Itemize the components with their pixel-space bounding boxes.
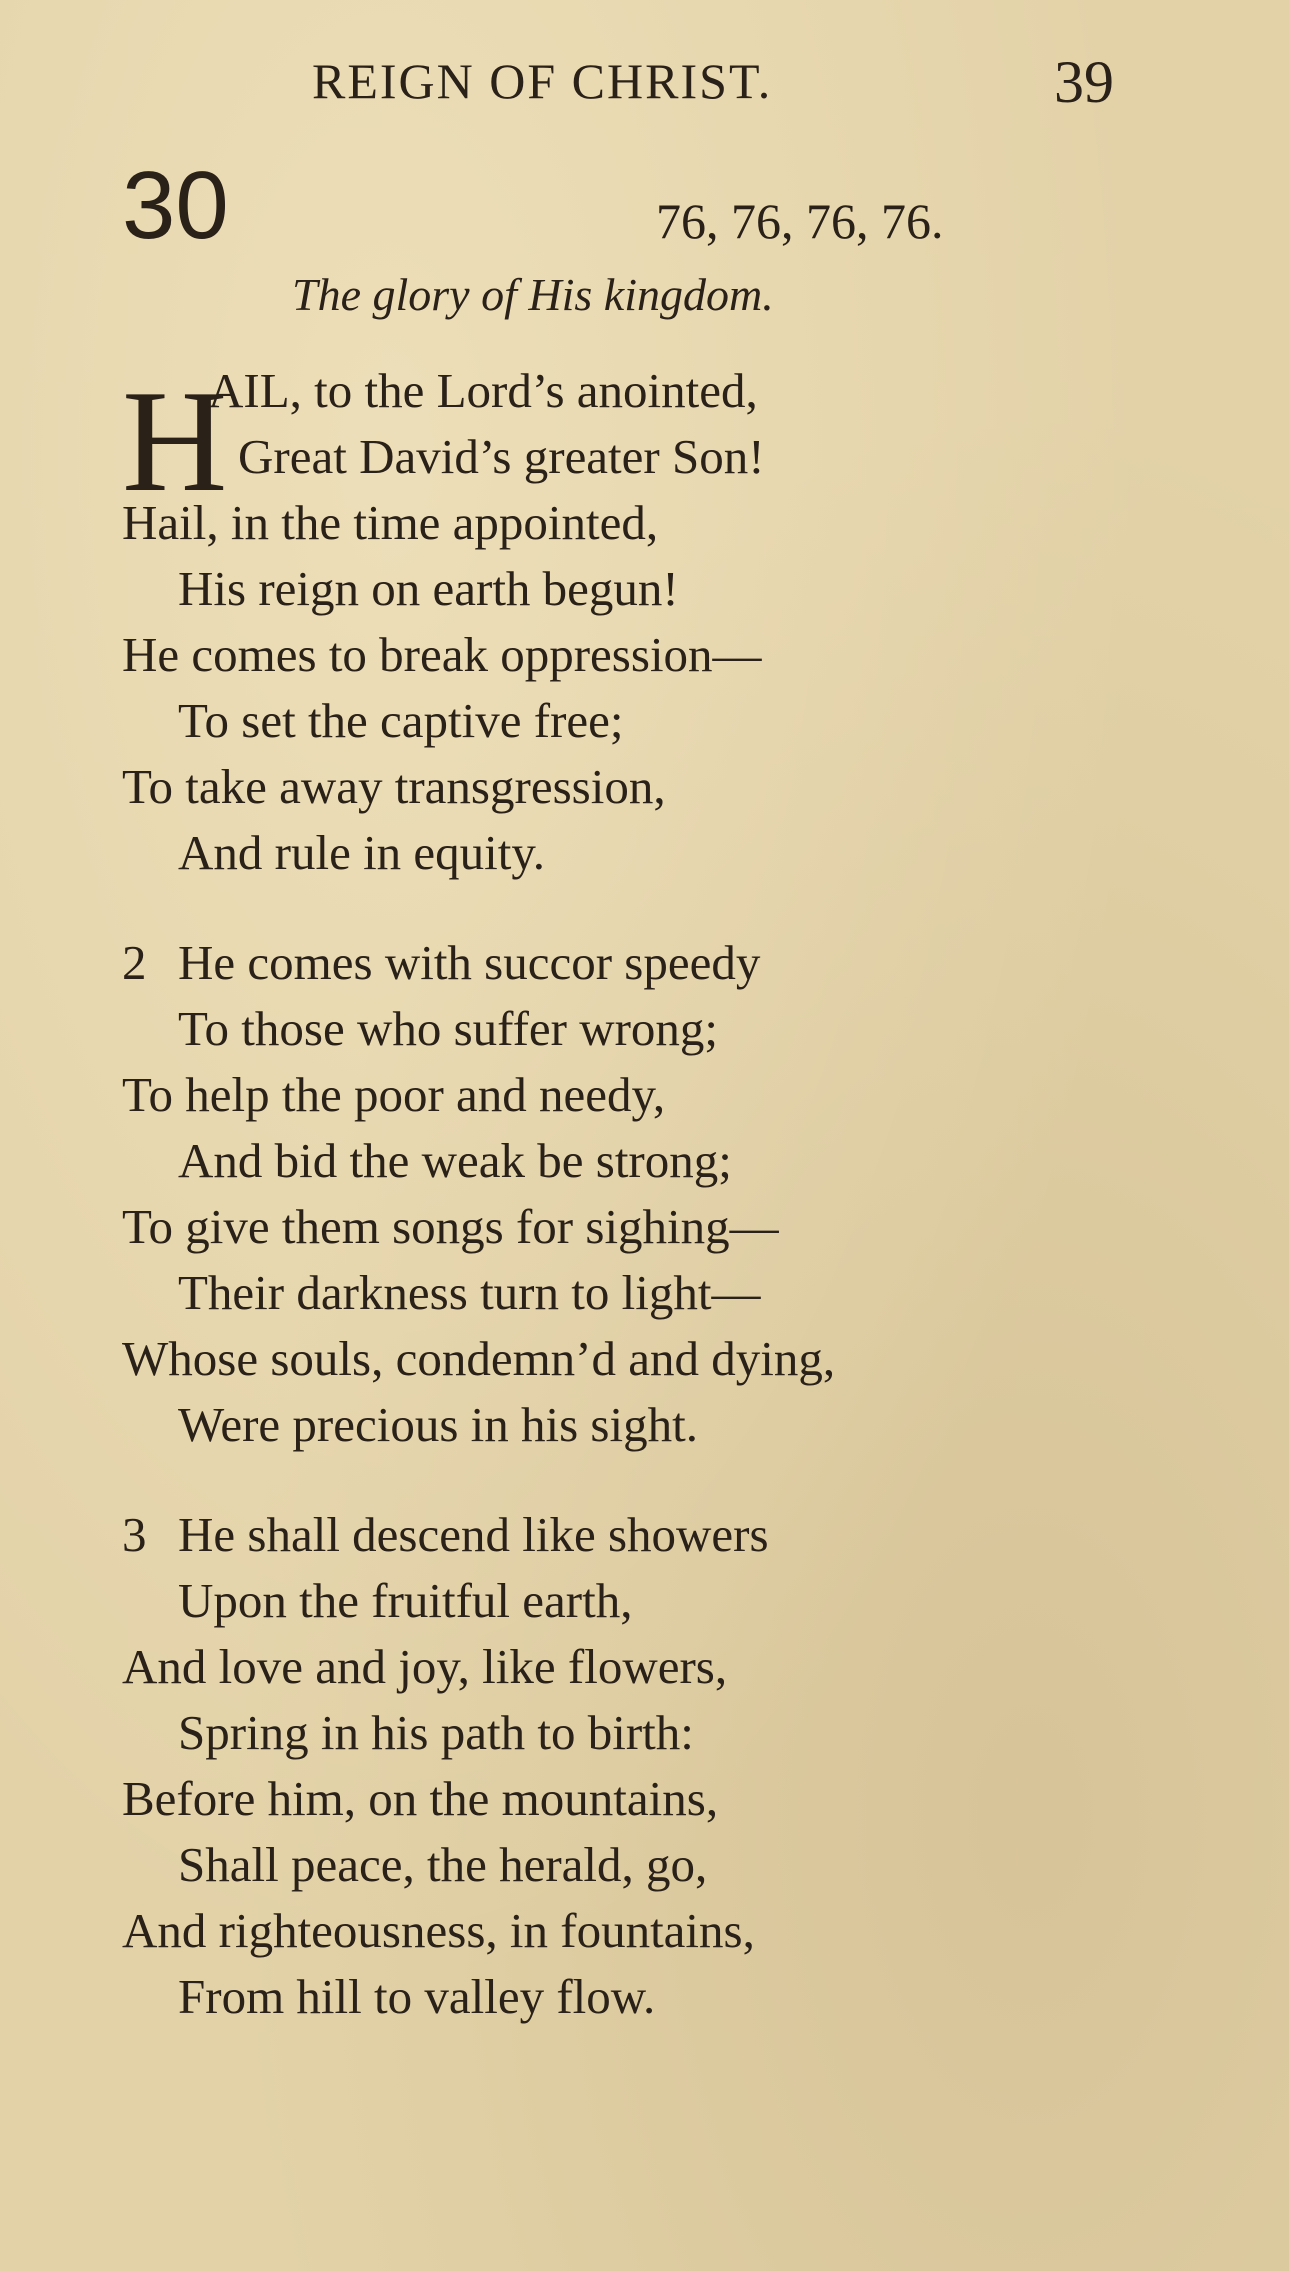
drop-cap: H: [122, 360, 228, 522]
verse-line: And love and joy, like flowers,: [122, 1639, 728, 1694]
verse-line: He comes to break oppression—: [122, 627, 762, 682]
verse-line: Upon the fruitful earth,: [178, 1573, 633, 1628]
verse-line: To help the poor and needy,: [122, 1067, 666, 1122]
page-number: 39: [1054, 49, 1114, 115]
verse-line: [122, 930, 1222, 996]
verse-line: His reign on earth begun!: [178, 561, 679, 616]
verse-line: Great David’s greater Son!: [238, 429, 765, 484]
verse-line-text: He comes with succor speedy: [178, 935, 761, 990]
verse-line: Spring in his path to birth:: [178, 1705, 694, 1760]
verse-3: [122, 1502, 1222, 2030]
verse-line: And bid the weak be strong;: [178, 1133, 732, 1188]
verse-line: And rule in equity.: [178, 825, 545, 880]
verse-line: And righteousness, in fountains,: [122, 1903, 755, 1958]
verse-line: Whose souls, condemn’d and dying,: [122, 1331, 836, 1386]
verse-line: To give them songs for sighing—: [122, 1199, 779, 1254]
verse-number: 2: [122, 935, 147, 990]
hymn-subtitle: The glory of His kingdom.: [292, 269, 774, 320]
hymn-number: 30: [122, 152, 229, 259]
verse-line: AIL, to the Lord’s anointed,: [208, 363, 758, 418]
verse-line: To those who suffer wrong;: [178, 1001, 719, 1056]
verse-line: Before him, on the mountains,: [122, 1771, 719, 1826]
verse-line: To take away transgression,: [122, 759, 666, 814]
verse-line: From hill to valley flow.: [178, 1969, 656, 2024]
verse-line: Were precious in his sight.: [178, 1397, 698, 1452]
verse-line: Hail, in the time appointed,: [122, 495, 659, 550]
verse-line: Shall peace, the herald, go,: [178, 1837, 708, 1892]
verse-line-text: He shall descend like showers: [178, 1507, 769, 1562]
verse-line: To set the captive free;: [178, 693, 624, 748]
hymn-meter: 76, 76, 76, 76.: [656, 193, 944, 249]
verse-line: Their darkness turn to light—: [178, 1265, 761, 1320]
running-title: REIGN OF CHRIST.: [312, 53, 773, 109]
verse-line: [122, 1502, 1222, 1568]
verse-number: 3: [122, 1507, 147, 1562]
verse-2: [122, 930, 1222, 1458]
verse-1: [122, 358, 1222, 886]
